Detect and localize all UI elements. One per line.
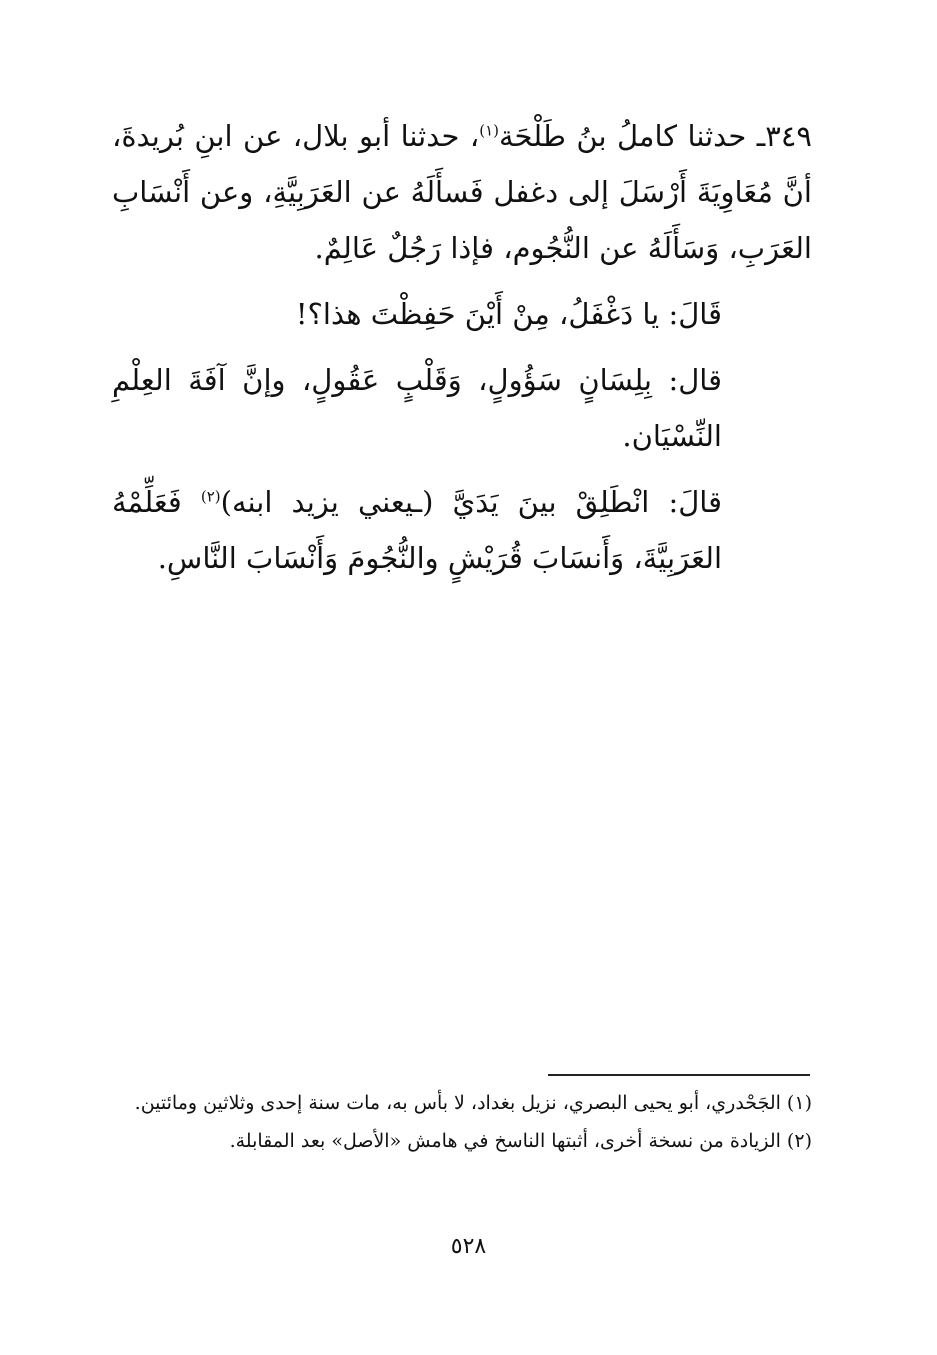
- footnote-2: (٢) الزيادة من نسخة أخرى، أثبتها الناسخ في هامش «الأصل» بعد المقابلة.: [229, 1130, 812, 1152]
- instruction-paragraph: [112, 474, 812, 586]
- footnote-1: (١) الجَحْدري، أبو يحيى البصري، نزيل بغداد، لا بأس به، مات سنة إحدى وثلاثين ومائتين.: [134, 1092, 812, 1114]
- instruction-text-start: قالَ: انْطَلِقْ بينَ يَدَيَّ (ـيعني يزيد ابنه): [220, 485, 722, 519]
- page-number: ٥٢٨: [450, 1234, 487, 1259]
- question-paragraph: قَالَ: يا دَغْفَلُ، مِنْ أَيْنَ حَفِظْتَ هذا؟!: [295, 297, 722, 331]
- hadith-number: ٣٤٩: [765, 119, 812, 153]
- hadith-chain-rest: ، حدثنا أبو بلال، عن ابنِ بُريدةَ، أنَّ مُعَاوِيَةَ أَرْسَلَ إلى دغفل فَسأَلَهُ عن العَرَبِيَّةِ، وعن أَنْسَابِ العَرَبِ، وَسَأَلَهُ عن النُّجُوم، فإذا رَجُلٌ عَالِمٌ.: [112, 119, 812, 265]
- footnote-ref-1[interactable]: (١): [479, 121, 499, 140]
- main-text: [112, 108, 812, 596]
- footnote-divider: [548, 1074, 810, 1076]
- answer-paragraph: قال: بِلِسَانٍ سَؤُولٍ، وَقَلْبٍ عَقُولٍ، وإنَّ آفَةَ العِلْمِ النِّسْيَان.: [112, 363, 722, 453]
- footnote-ref-2[interactable]: (٢): [200, 487, 221, 506]
- footnotes: [112, 1086, 812, 1162]
- hadith-paragraph: [112, 108, 812, 276]
- instruction-text-rest: فَعَلِّمْهُ العَرَبِيَّةَ، وَأَنسَابَ قُرَيْشٍ والنُّجُومَ وَأَنْسَابَ النَّاسِ.: [112, 485, 722, 575]
- hadith-chain-start: ـ حدثنا كاملُ بنُ طَلْحَة: [498, 119, 766, 153]
